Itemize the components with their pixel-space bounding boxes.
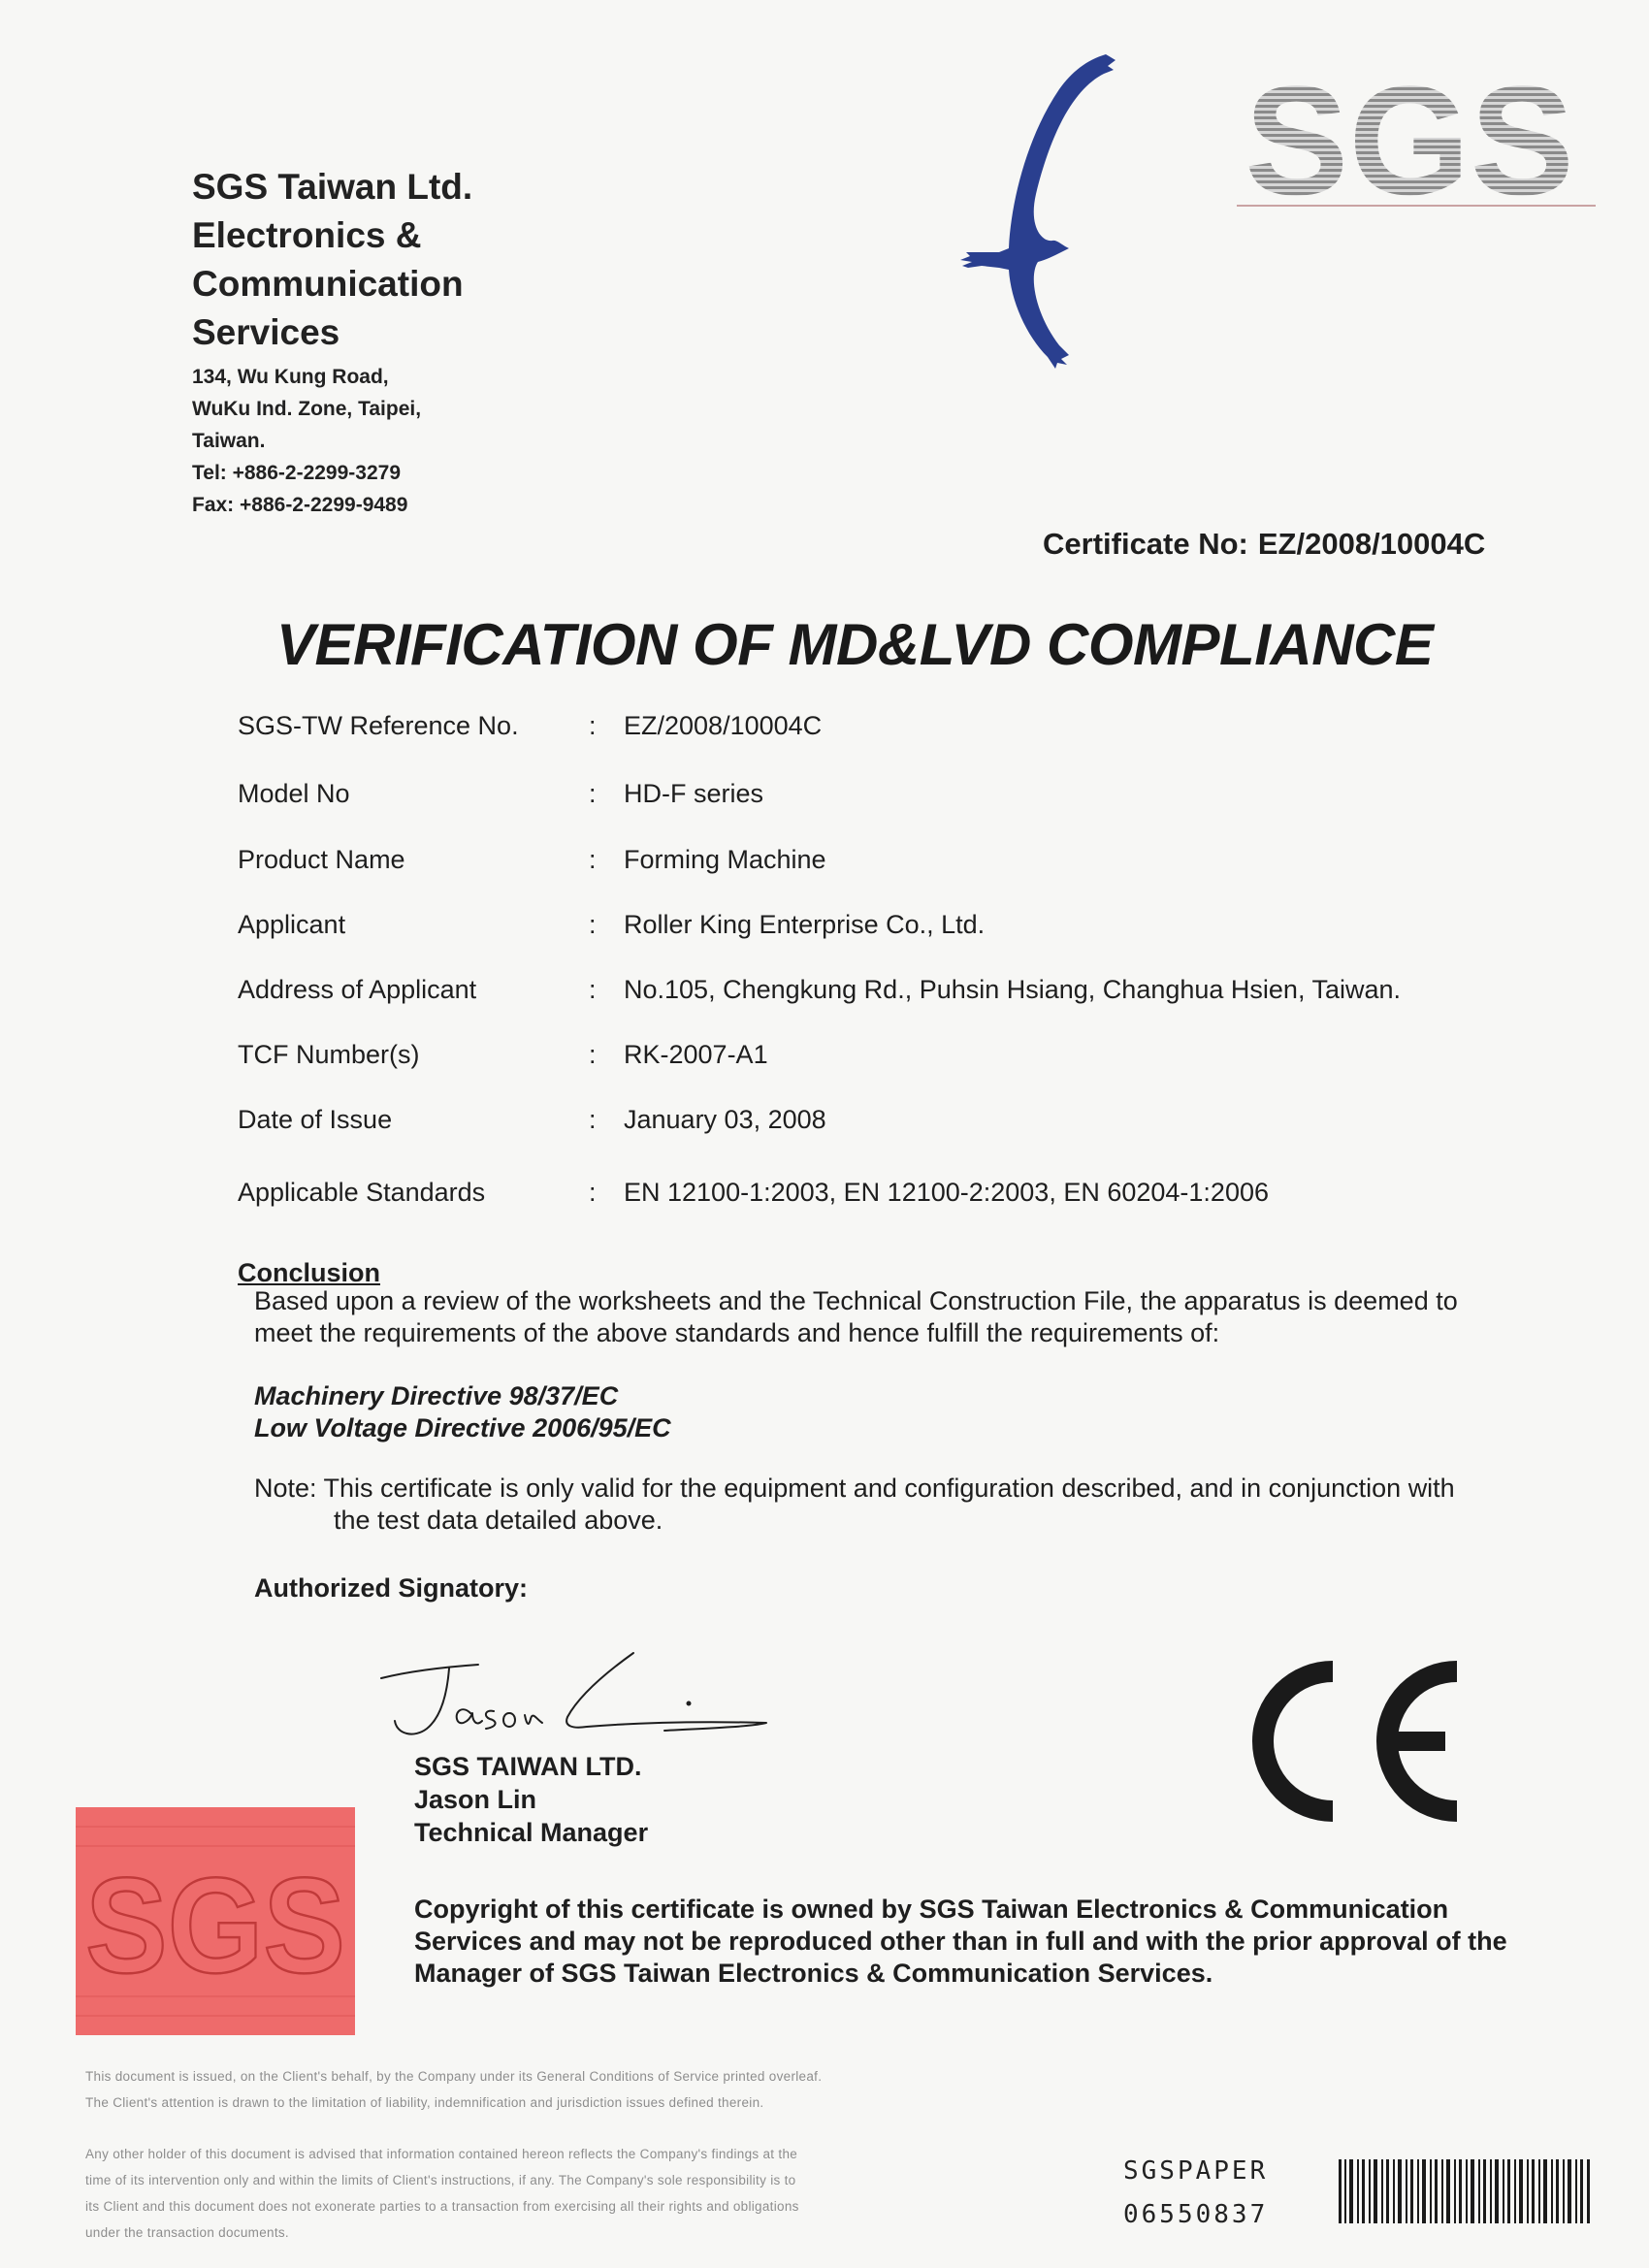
fax-line: Fax: +886-2-2299-9489: [192, 494, 408, 516]
fine-print-line: Any other holder of this document is advised that information contained hereon reflects the Company's findings at the: [85, 2147, 798, 2161]
field-label: Address of Applicant: [238, 975, 477, 1004]
signatory-details: [414, 1750, 648, 1849]
directive-item: Machinery Directive 98/37/EC: [254, 1381, 619, 1410]
company-name-line: Services: [192, 312, 340, 352]
certificate-number-label: Certificate No:: [1043, 527, 1248, 561]
certificate-number: [1043, 527, 1485, 562]
field-value: RK-2007-A1: [624, 1040, 768, 1069]
company-name-line: SGS Taiwan Ltd.: [192, 167, 473, 207]
copyright-notice: Copyright of this certificate is owned by SGS Taiwan Electronics & Communication Services and may not be reproduced other than in full and with the prior approval of the Manager of SGS Taiwan Electronics & Communication Services.: [414, 1895, 1507, 1988]
fine-print-terms: [85, 2063, 822, 2116]
barcode-icon: [1339, 2159, 1591, 2223]
signatory-name: Jason Lin: [414, 1785, 537, 1814]
company-name-line: Electronics &: [192, 215, 422, 255]
directive-item: Low Voltage Directive 2006/95/EC: [254, 1413, 671, 1442]
paper-label: SGSPAPER: [1123, 2156, 1269, 2186]
field-value: Roller King Enterprise Co., Ltd.: [624, 910, 986, 939]
sgs-logo: [1237, 58, 1596, 233]
fine-print-disclaimer: [85, 2141, 799, 2246]
signatory-title: Technical Manager: [414, 1818, 649, 1847]
company-address: [192, 361, 421, 521]
field-separator: :: [589, 1178, 597, 1207]
field-label: TCF Number(s): [238, 1040, 420, 1069]
field-separator: :: [589, 845, 597, 874]
document-title: VERIFICATION OF MD&LVD COMPLIANCE: [276, 612, 1434, 677]
address-line: 134, Wu Kung Road,: [192, 366, 389, 388]
field-separator: :: [589, 910, 597, 939]
field-value: Forming Machine: [624, 845, 826, 874]
stamp-text: SGS: [85, 1849, 345, 2001]
phone-line: Tel: +886-2-2299-3279: [192, 462, 402, 484]
conclusion-heading: Conclusion: [238, 1258, 380, 1287]
field-separator: :: [589, 1040, 597, 1069]
bird-emblem-icon: [960, 49, 1135, 369]
field-label: Applicable Standards: [238, 1178, 486, 1207]
fine-print-line: This document is issued, on the Client's behalf, by the Company under its General Conditions of Service printed overleaf.: [85, 2069, 823, 2084]
field-separator: :: [589, 1105, 597, 1134]
field-label: Product Name: [238, 845, 405, 874]
note-line: Note: This certificate is only valid for the equipment and configuration described, and in conjunction with: [254, 1474, 1455, 1503]
field-separator: :: [589, 779, 597, 808]
conclusion-text: Based upon a review of the worksheets and the Technical Construction File, the apparatus is deemed to meet the requirements of the above standards and hence fulfill the requirements of:: [254, 1286, 1458, 1347]
handwritten-signature: [373, 1649, 781, 1756]
note-line: the test data detailed above.: [334, 1506, 663, 1535]
field-label: Model No: [238, 779, 350, 808]
company-name: [192, 163, 472, 357]
sgs-seal-stamp: [76, 1807, 355, 2035]
field-value: EZ/2008/10004C: [624, 711, 823, 740]
company-name-line: Communication: [192, 264, 464, 304]
certificate-number-value: EZ/2008/10004C: [1257, 527, 1486, 561]
field-value: January 03, 2008: [624, 1105, 826, 1134]
fine-print-line: under the transaction documents.: [85, 2225, 289, 2240]
field-separator: :: [589, 711, 597, 740]
field-value: No.105, Chengkung Rd., Puhsin Hsiang, Changhua Hsien, Taiwan.: [624, 975, 1402, 1004]
authorized-signatory-heading: Authorized Signatory:: [254, 1573, 528, 1603]
sgs-logo-text: SGS: [1245, 58, 1574, 227]
paper-serial-number: 06550837: [1123, 2200, 1269, 2229]
fine-print-line: time of its intervention only and within the limits of Client's instructions, if any. The Company's sole responsibility is to: [85, 2173, 796, 2187]
field-label: Date of Issue: [238, 1105, 393, 1134]
field-value: HD-F series: [624, 779, 764, 808]
address-line: WuKu Ind. Zone, Taipei,: [192, 398, 422, 420]
address-line: Taiwan.: [192, 430, 266, 452]
note: [254, 1473, 1515, 1537]
field-value: EN 12100-1:2003, EN 12100-2:2003, EN 60204-1:2006: [624, 1178, 1269, 1207]
sgs-seal-graphic: [76, 1807, 355, 2035]
ce-mark-icon: [1232, 1654, 1470, 1829]
directives-list: [254, 1380, 671, 1444]
signatory-company: SGS TAIWAN LTD.: [414, 1752, 642, 1781]
field-label: SGS-TW Reference No.: [238, 711, 519, 740]
fine-print-line: The Client's attention is drawn to the limitation of liability, indemnification and jurisdiction issues defined therein.: [85, 2095, 764, 2110]
field-label: Applicant: [238, 910, 346, 939]
fine-print-line: its Client and this document does not exonerate parties to a transaction from exercising all their rights and obligations: [85, 2199, 799, 2214]
field-separator: :: [589, 975, 597, 1004]
